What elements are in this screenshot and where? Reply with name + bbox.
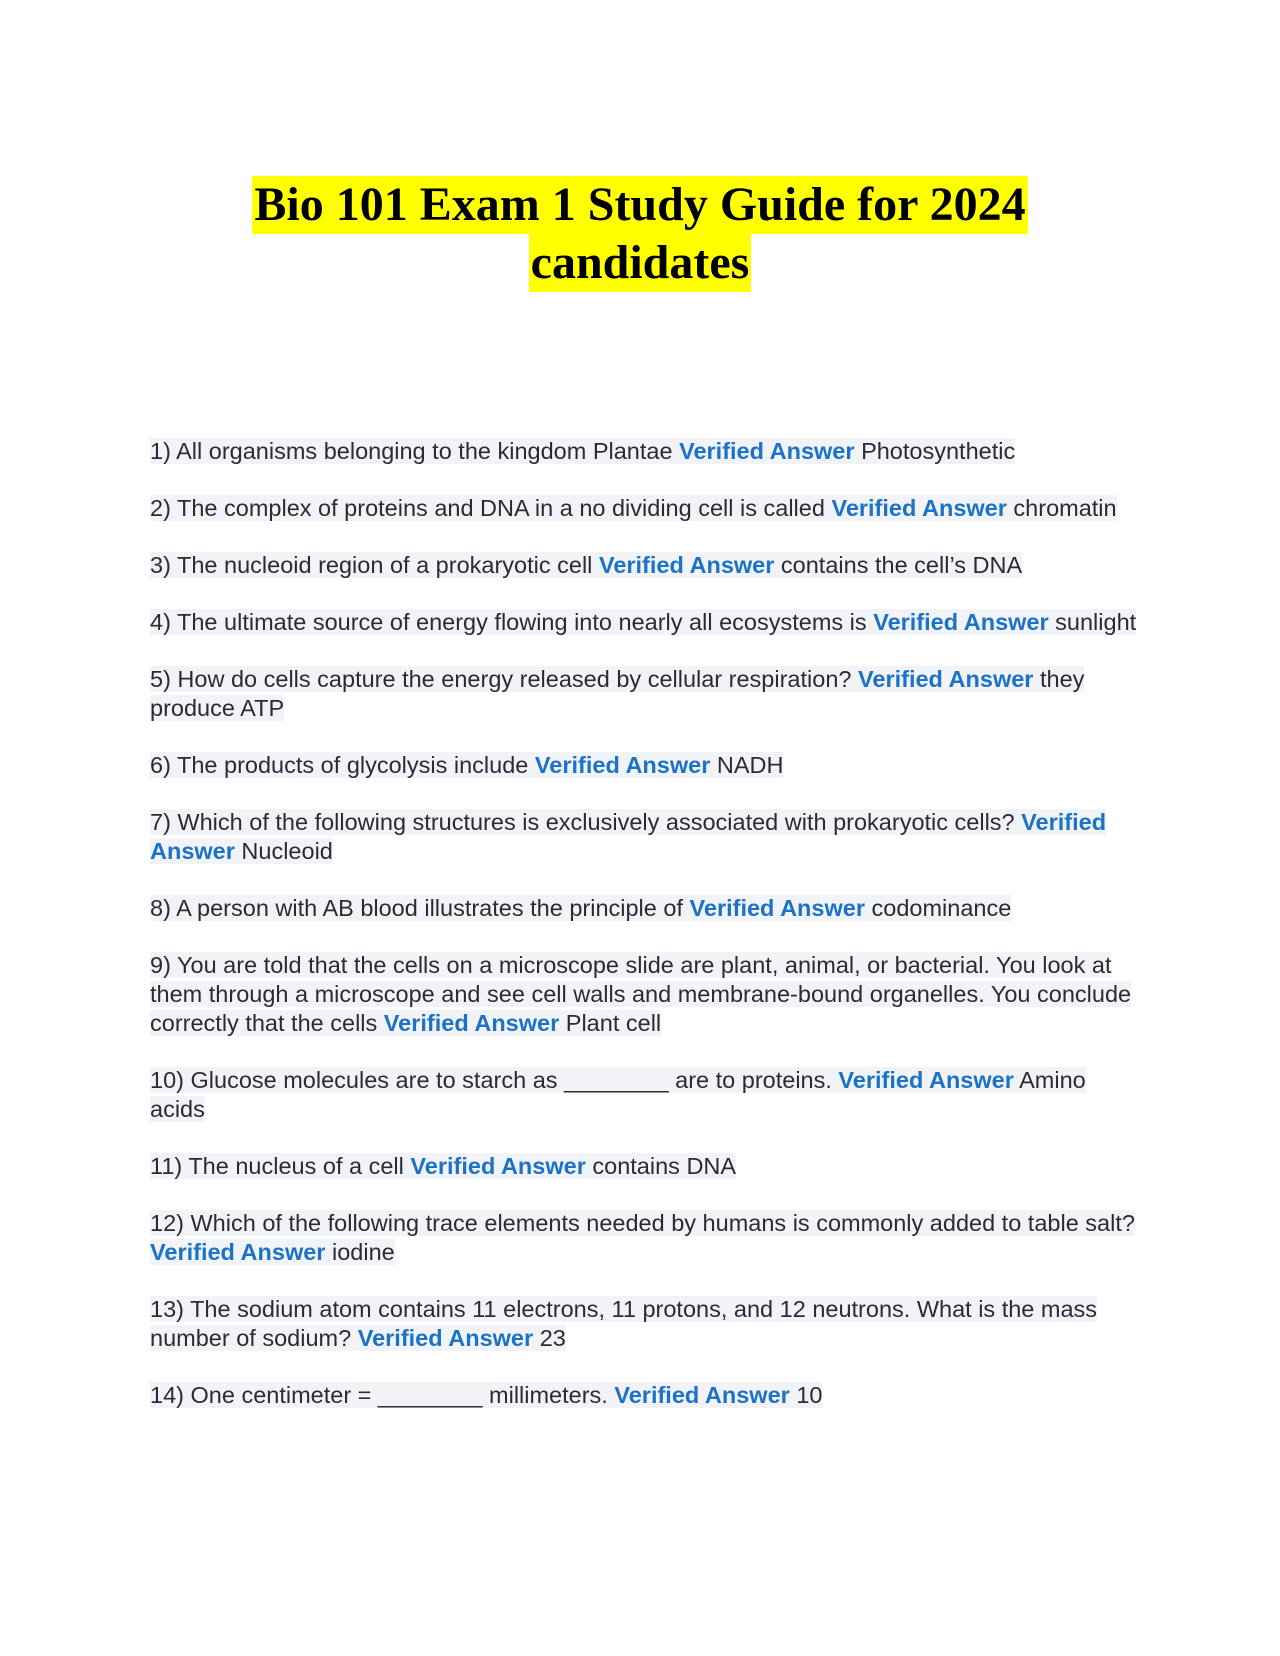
question-highlight (150, 666, 1084, 721)
question-highlight (150, 552, 1022, 578)
verified-answer-label: Verified Answer (831, 495, 1007, 521)
answer-text: contains the cell’s DNA (780, 552, 1023, 578)
question-text: 10) Glucose molecules are to starch as ________ are to proteins. (150, 1067, 832, 1093)
question-highlight (150, 1067, 1086, 1122)
question-item (150, 1209, 1140, 1267)
question-item (150, 665, 1140, 723)
question-item (150, 1066, 1140, 1124)
answer-text: Amino acids (150, 1067, 1086, 1122)
document-title (0, 176, 1280, 292)
verified-answer-label: Verified Answer (873, 609, 1049, 635)
answer-text: Plant cell (565, 1010, 662, 1036)
question-highlight (150, 1296, 1097, 1351)
question-text: 6) The products of glycolysis include (150, 752, 529, 778)
question-highlight (150, 1210, 1135, 1265)
question-text: 13) The sodium atom contains 11 electrons, 11 protons, and 12 neutrons. What is the mass number of sodium? (150, 1296, 1098, 1351)
answer-text: Photosynthetic (861, 438, 1016, 464)
question-item (150, 951, 1140, 1038)
question-text: 1) All organisms belonging to the kingdom Plantae (150, 438, 673, 464)
title-line-2: candidates (529, 234, 752, 292)
question-text: 5) How do cells capture the energy released by cellular respiration? (150, 666, 852, 692)
question-item (150, 894, 1140, 923)
answer-text: NADH (716, 752, 784, 778)
question-highlight (150, 809, 1106, 864)
question-text: 12) Which of the following trace elements needed by humans is commonly added to table salt? (150, 1210, 1135, 1236)
answer-text: iodine (331, 1239, 395, 1265)
verified-answer-label: Verified Answer (689, 895, 865, 921)
question-highlight (150, 952, 1131, 1036)
question-highlight (150, 495, 1117, 521)
question-highlight (150, 895, 1011, 921)
verified-answer-label: Verified Answer (150, 809, 1107, 864)
question-item (150, 437, 1140, 466)
answer-text: contains DNA (592, 1153, 737, 1179)
question-text: 3) The nucleoid region of a prokaryotic cell (150, 552, 593, 578)
question-item (150, 1152, 1140, 1181)
title-line-1: Bio 101 Exam 1 Study Guide for 2024 (252, 176, 1027, 234)
question-text: 4) The ultimate source of energy flowing into nearly all ecosystems is (150, 609, 867, 635)
verified-answer-label: Verified Answer (383, 1010, 560, 1036)
question-highlight (150, 609, 1136, 635)
question-item (150, 751, 1140, 780)
answer-text: sunlight (1055, 609, 1137, 635)
question-item (150, 551, 1140, 580)
question-text: 2) The complex of proteins and DNA in a no dividing cell is called (150, 495, 825, 521)
answer-text: 23 (539, 1325, 566, 1351)
verified-answer-label: Verified Answer (410, 1153, 586, 1179)
answer-text: Nucleoid (241, 838, 333, 864)
answer-text: they produce ATP (150, 666, 1085, 721)
verified-answer-label: Verified Answer (150, 1239, 326, 1265)
verified-answer-label: Verified Answer (614, 1382, 790, 1408)
question-list (150, 437, 1140, 1438)
verified-answer-label: Verified Answer (598, 552, 775, 578)
question-item (150, 1295, 1140, 1353)
verified-answer-label: Verified Answer (357, 1325, 534, 1351)
verified-answer-label: Verified Answer (858, 666, 1034, 692)
question-text: 9) You are told that the cells on a microscope slide are plant, animal, or bacterial. You look at them through a microscope and see cell walls and membrane-bound organelles. You conclude correctly that the cells (150, 952, 1132, 1036)
question-text: 14) One centimeter = ________ millimeters. (150, 1382, 608, 1408)
question-highlight (150, 1382, 822, 1408)
question-item (150, 494, 1140, 523)
question-item (150, 808, 1140, 866)
answer-text: codominance (871, 895, 1012, 921)
question-text: 8) A person with AB blood illustrates the principle of (150, 895, 683, 921)
question-highlight (150, 438, 1015, 464)
question-item (150, 1381, 1140, 1410)
question-highlight (150, 752, 783, 778)
question-item (150, 608, 1140, 637)
verified-answer-label: Verified Answer (838, 1067, 1014, 1093)
answer-text: chromatin (1013, 495, 1117, 521)
question-text: 7) Which of the following structures is exclusively associated with prokaryotic cells? (150, 809, 1015, 835)
question-highlight (150, 1153, 736, 1179)
verified-answer-label: Verified Answer (534, 752, 711, 778)
answer-text: 10 (796, 1382, 823, 1408)
question-text: 11) The nucleus of a cell (150, 1153, 404, 1179)
verified-answer-label: Verified Answer (679, 438, 855, 464)
